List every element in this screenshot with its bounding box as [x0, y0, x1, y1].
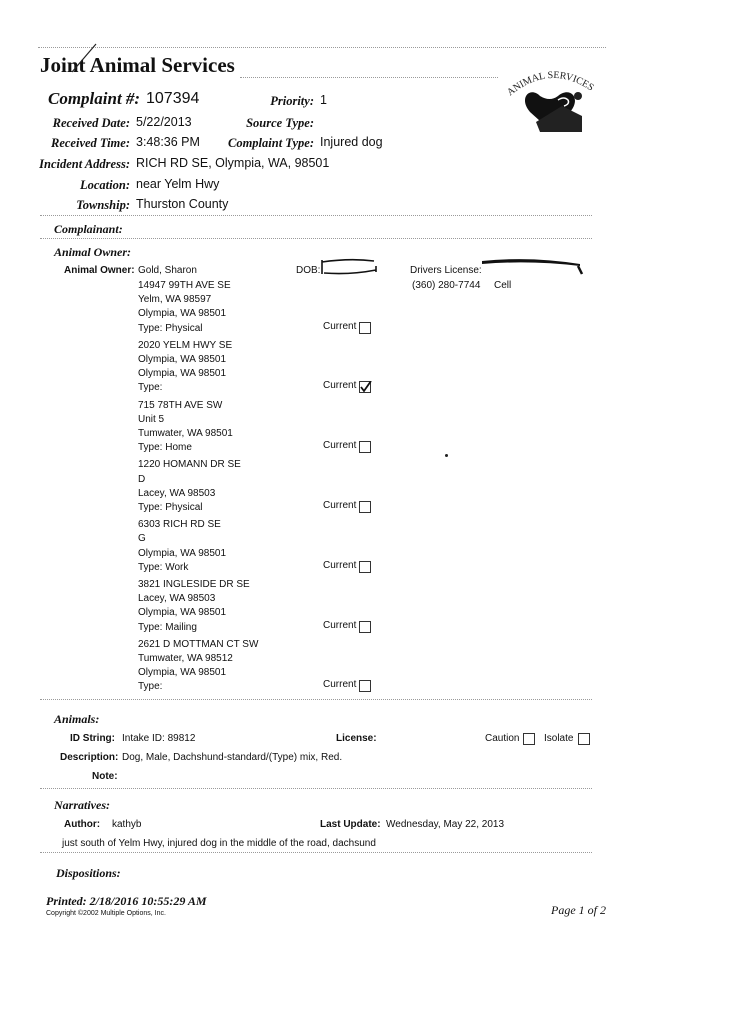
owner-phone: (360) 280-7744	[412, 280, 481, 291]
rule-4	[40, 788, 592, 789]
address-line: Olympia, WA 98501	[138, 354, 227, 365]
address-current-label: Current	[323, 619, 357, 631]
address-current-checkbox[interactable]	[359, 680, 371, 692]
address-current-label: Current	[323, 440, 357, 452]
incident-address-label: Incident Address:	[39, 157, 130, 171]
complaint-number-label: Complaint #:	[48, 89, 141, 108]
address-line: Olympia, WA 98501	[138, 667, 227, 679]
license-redaction	[480, 256, 584, 276]
dob-redaction	[320, 258, 378, 276]
address-line: 14947 99TH AVE SE	[138, 280, 231, 291]
source-type-label: Source Type:	[246, 116, 314, 130]
scan-speck	[445, 454, 448, 457]
received-date-value: 5/22/2013	[136, 115, 192, 129]
address-line: Lacey, WA 98503	[138, 487, 216, 499]
address-current-label: Current	[323, 380, 357, 392]
animal-services-logo	[500, 66, 606, 140]
complaint-type-label: Complaint Type:	[228, 136, 314, 150]
org-title: Joint Animal Services	[40, 53, 235, 77]
license-label: Drivers License:	[410, 265, 482, 276]
top-rule	[38, 47, 606, 48]
address-current-label: Current	[323, 559, 357, 571]
township-value: Thurston County	[136, 197, 229, 211]
id-string-label: ID String:	[70, 733, 115, 744]
author-label: Author:	[64, 819, 101, 830]
caution-label: Caution	[485, 733, 520, 744]
last-update-value: Wednesday, May 22, 2013	[386, 819, 505, 830]
address-type: Type:	[138, 681, 163, 693]
animals-section-title: Animals:	[54, 712, 100, 726]
address-line: 1220 HOMANN DR SE	[138, 459, 241, 471]
address-type: Type: Physical	[138, 322, 203, 334]
owner-name: Gold, Sharon	[138, 265, 197, 276]
address-current-checkbox[interactable]	[359, 621, 371, 633]
narrative-text: just south of Yelm Hwy, injured dog in the middle of the road, dachsund	[62, 838, 376, 849]
logo-text: ANIMAL SERVICES	[505, 69, 596, 99]
last-update-label: Last Update:	[320, 819, 381, 830]
isolate-checkbox[interactable]	[578, 733, 590, 745]
address-line: 2020 YELM HWY SE	[138, 339, 233, 351]
printed-timestamp: Printed: 2/18/2016 10:55:29 AM	[46, 894, 207, 908]
address-type: Type: Work	[138, 561, 189, 573]
address-type: Type: Home	[138, 442, 192, 454]
address-type: Type: Physical	[138, 502, 203, 513]
description-value: Dog, Male, Dachshund-standard/(Type) mix, Red.	[122, 752, 343, 763]
isolate-label: Isolate	[544, 733, 574, 744]
owner-label: Animal Owner:	[64, 265, 135, 276]
address-line: Olympia, WA 98501	[138, 368, 227, 380]
address-line: Tumwater, WA 98501	[138, 428, 233, 439]
complaint-type-value: Injured dog	[320, 135, 383, 149]
address-line: G	[138, 533, 146, 545]
owner-phone-type: Cell	[494, 280, 512, 291]
priority-label: Priority:	[270, 94, 314, 108]
address-line: Yelm, WA 98597	[138, 294, 212, 306]
dispositions-section-title: Dispositions:	[56, 866, 121, 880]
address-current-checkbox[interactable]	[359, 381, 371, 393]
received-date-label: Received Date:	[52, 116, 130, 130]
address-line: Olympia, WA 98501	[138, 607, 227, 619]
address-line: Olympia, WA 98501	[138, 308, 227, 320]
address-current-label: Current	[323, 679, 357, 691]
rule-5	[40, 852, 592, 853]
svg-text:ANIMAL SERVICES	[505, 70, 596, 98]
location-value: near Yelm Hwy	[136, 177, 220, 191]
address-current-checkbox[interactable]	[359, 561, 371, 573]
note-label: Note:	[92, 771, 118, 782]
township-label: Township:	[76, 198, 130, 212]
complainant-section-title: Complainant:	[54, 222, 123, 236]
caution-checkbox[interactable]	[523, 733, 535, 745]
address-line: Lacey, WA 98503	[138, 593, 216, 605]
priority-value: 1	[320, 93, 327, 107]
description-label: Description:	[60, 752, 119, 763]
address-line: Unit 5	[138, 413, 165, 425]
address-line: 2621 D MOTTMAN CT SW	[138, 638, 259, 650]
checkmark-icon	[360, 381, 372, 393]
rule-2	[40, 238, 592, 239]
author-value: kathyb	[112, 819, 142, 830]
address-type: Type:	[138, 382, 163, 394]
pen-mark-icon	[70, 42, 100, 74]
location-label: Location:	[80, 178, 130, 192]
id-string-value: Intake ID: 89812	[122, 733, 196, 744]
page-number: Page 1 of 2	[551, 903, 606, 917]
address-line: D	[138, 473, 146, 485]
address-line: Olympia, WA 98501	[138, 547, 227, 559]
narratives-section-title: Narratives:	[54, 798, 110, 812]
rule-3	[40, 699, 592, 700]
address-current-label: Current	[323, 320, 357, 332]
address-line: 6303 RICH RD SE	[138, 519, 221, 531]
address-type: Type: Mailing	[138, 621, 197, 633]
animal-owner-section-title: Animal Owner:	[54, 245, 132, 259]
dob-label: DOB:	[296, 265, 321, 276]
incident-address-value: RICH RD SE, Olympia, WA, 98501	[136, 156, 330, 170]
rule-1	[40, 215, 592, 216]
title-rule	[240, 77, 498, 78]
complaint-number: 107394	[146, 90, 200, 107]
address-current-checkbox[interactable]	[359, 441, 371, 453]
animal-license-label: License:	[336, 733, 377, 744]
address-current-checkbox[interactable]	[359, 322, 371, 334]
copyright-text: Copyright ©2002 Multiple Options, Inc.	[46, 910, 166, 917]
address-current-checkbox[interactable]	[359, 501, 371, 513]
address-line: 3821 INGLESIDE DR SE	[138, 579, 250, 590]
received-time-label: Received Time:	[50, 136, 130, 150]
address-current-label: Current	[323, 500, 357, 511]
address-line: Tumwater, WA 98512	[138, 653, 233, 664]
received-time-value: 3:48:36 PM	[136, 135, 200, 149]
address-line: 715 78TH AVE SW	[138, 399, 223, 411]
